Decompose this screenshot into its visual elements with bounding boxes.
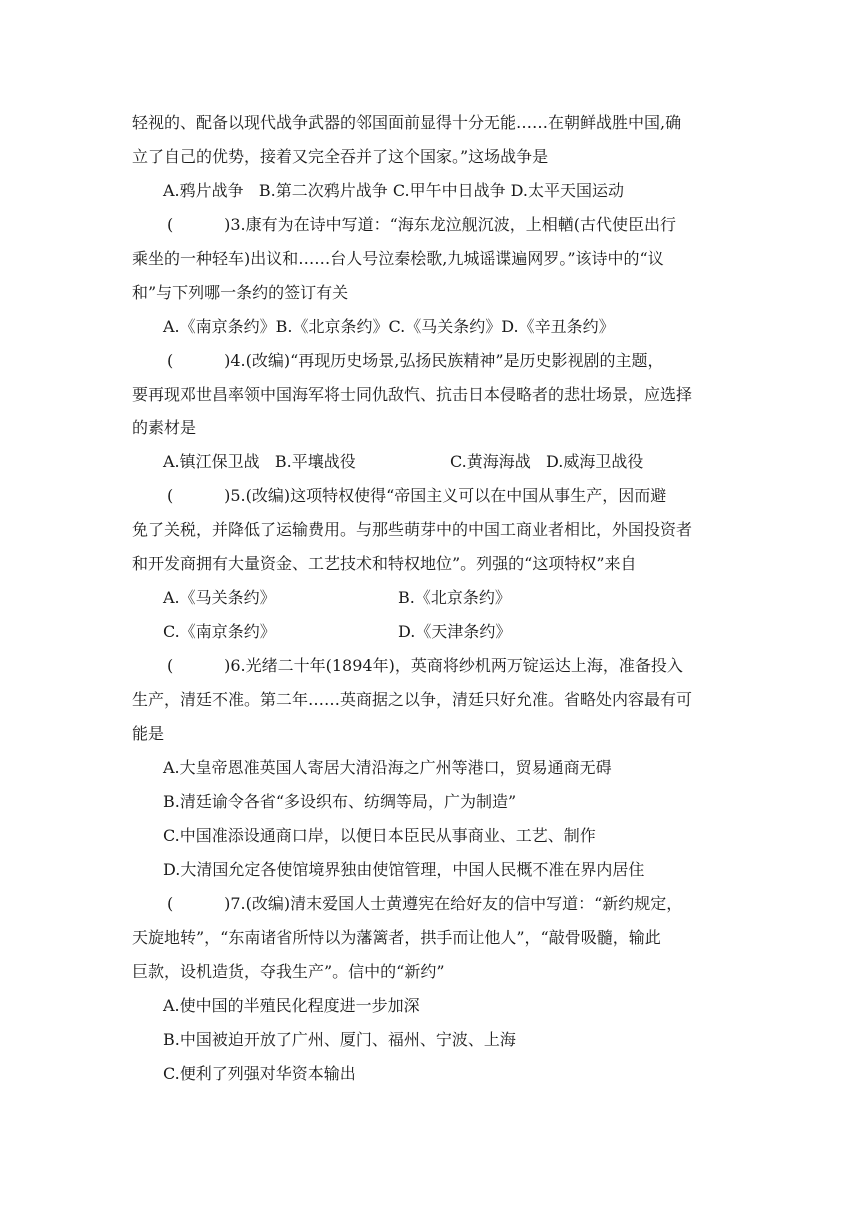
q5-option-b: B.《北京条约》 [398,588,511,607]
q2-options: A.鸦片战争 B.第二次鸦片战争 C.甲午中日战争 D.太平天国运动 [163,181,625,200]
q6-stem-line-3: 能是 [132,724,165,743]
q7-option-b: B.中国被迫开放了广州、厦门、福州、宁波、上海 [163,1030,516,1049]
q5-stem-line-3: 和开发商拥有大量资金、工艺技术和特权地位”。列强的“这项特权”来自 [132,554,637,573]
q4-stem-line-3: 的素材是 [132,418,197,437]
q4-stem-line-1: ( )4.(改编)“再现历史场景,弘扬民族精神”是历史影视剧的主题， [167,351,664,370]
q7-stem-line-2: 天旋地转”，“东南诸省所恃以为藩篱者，拱手而让他人”，“敲骨吸髓，输此 [132,928,661,947]
q5-stem-line-2: 免了关税，并降低了运输费用。与那些萌芽中的中国工商业者相比，外国投资者 [132,520,693,539]
q7-stem-line-3: 巨款，设机造货，夺我生产”。信中的“新约” [132,962,445,981]
q3-stem-line-1: ( )3.康有为在诗中写道：“海东龙泣舰沉波，上相輶(古代使臣出行 [167,215,677,234]
q5-stem-line-1: ( )5.(改编)这项特权使得“帝国主义可以在中国从事生产，因而避 [167,486,667,505]
q6-option-b: B.清廷谕令各省“多设织布、纺绸等局，广为制造” [163,792,517,811]
q5-option-a: A.《马关条约》 [163,588,276,607]
q7-option-a: A.使中国的半殖民化程度进一步加深 [163,996,420,1015]
q4-stem-line-2: 要再现邓世昌率领中国海军将士同仇敌忾、抗击日本侵略者的悲壮场景，应选择 [132,385,693,404]
q3-stem-line-3: 和”与下列哪一条约的签订有关 [132,283,349,302]
q6-option-a: A.大皇帝恩准英国人寄居大清沿海之广州等港口，贸易通商无碍 [163,758,612,777]
q6-stem-line-1: ( )6.光绪二十年(1894年)，英商将纱机两万锭运达上海，准备投入 [167,656,683,675]
q6-option-c: C.中国准添设通商口岸，以便日本臣民从事商业、工艺、制作 [163,826,596,845]
q2-continuation-line-2: 立了自己的优势，接着又完全吞并了这个国家。”这场战争是 [132,147,549,166]
q3-options: A.《南京条约》B.《北京条约》C.《马关条约》D.《辛丑条约》 [163,317,615,336]
q3-stem-line-2: 乘坐的一种轻车)出议和……台人号泣秦桧歌,九城谣谍遍网罗。”该诗中的“议 [132,249,664,268]
q6-option-d: D.大清国允定各使馆境界独由使馆管理，中国人民概不准在界内居住 [163,860,645,879]
q4-option-a-b: A.镇江保卫战 B.平壤战役 [163,452,356,471]
q5-option-c: C.《南京条约》 [163,622,276,641]
q5-option-d: D.《天津条约》 [398,622,512,641]
q6-stem-line-2: 生产，清廷不准。第二年……英商据之以争，清廷只好允准。省略处内容最有可 [132,690,693,709]
q2-continuation-line-1: 轻视的、配备以现代战争武器的邻国面前显得十分无能……在朝鲜战胜中国,确 [132,113,682,132]
q7-option-c: C.便利了列强对华资本输出 [163,1064,356,1083]
q4-option-c-d: C.黄海海战 D.威海卫战役 [450,452,644,471]
q7-stem-line-1: ( )7.(改编)清末爱国人士黄遵宪在给好友的信中写道：“新约规定， [167,894,683,913]
